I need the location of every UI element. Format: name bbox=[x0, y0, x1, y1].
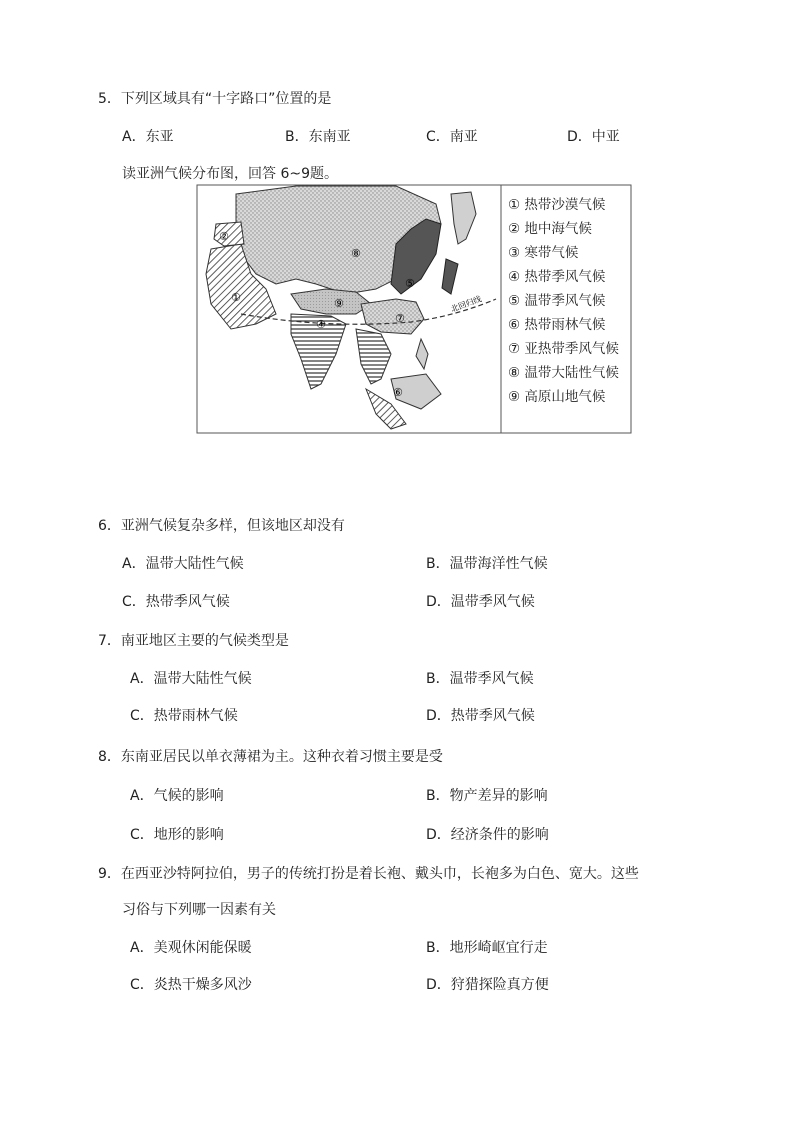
region-mark-6: ⑥ bbox=[393, 386, 403, 399]
question-9-option-c: C．炎热干燥多风沙 bbox=[130, 977, 252, 993]
legend-item-4: ④ 热带季风气候 bbox=[508, 269, 606, 285]
region-mark-9: ⑨ bbox=[334, 297, 344, 310]
question-8-option-a: A．气候的影响 bbox=[130, 788, 224, 804]
legend-item-5: ⑤ 温带季风气候 bbox=[508, 293, 606, 309]
region-mark-2: ② bbox=[219, 230, 229, 243]
question-7-option-c: C．热带雨林气候 bbox=[130, 708, 238, 724]
question-8-option-d: D．经济条件的影响 bbox=[426, 827, 549, 843]
question-5-stem: 5．下列区域具有“十字路口”位置的是 bbox=[98, 91, 332, 107]
map-intro: 读亚洲气候分布图，回答 6~9题。 bbox=[122, 166, 338, 182]
question-5-option-c: C．南亚 bbox=[426, 129, 478, 145]
question-7-option-d: D．热带季风气候 bbox=[426, 708, 535, 724]
question-6-option-d: D．温带季风气候 bbox=[426, 594, 535, 610]
legend-item-3: ③ 寒带气候 bbox=[508, 245, 579, 261]
question-9-option-a: A．美观休闲能保暖 bbox=[130, 940, 252, 956]
question-7-option-a: A．温带大陆性气候 bbox=[130, 671, 252, 687]
legend-item-2: ② 地中海气候 bbox=[508, 221, 592, 237]
question-8-stem: 8．东南亚居民以单衣薄裙为主。这种衣着习惯主要是受 bbox=[98, 749, 443, 765]
legend-item-6: ⑥ 热带雨林气候 bbox=[508, 317, 606, 333]
question-9-option-b: B．地形崎岖宜行走 bbox=[426, 940, 548, 956]
question-5-option-a: A．东亚 bbox=[122, 129, 174, 145]
region-mark-4: ④ bbox=[316, 318, 326, 331]
question-8-option-c: C．地形的影响 bbox=[130, 827, 224, 843]
region-mark-5: ⑤ bbox=[405, 277, 415, 290]
region-mark-8: ⑧ bbox=[351, 247, 361, 260]
legend-item-9: ⑨ 高原山地气候 bbox=[508, 389, 606, 405]
question-8-option-b: B．物产差异的影响 bbox=[426, 788, 548, 804]
question-6-option-b: B．温带海洋性气候 bbox=[426, 556, 548, 572]
question-6-option-a: A．温带大陆性气候 bbox=[122, 556, 244, 572]
legend-item-1: ① 热带沙漠气候 bbox=[508, 197, 606, 213]
question-5-option-b: B．东南亚 bbox=[285, 129, 351, 145]
question-6-option-c: C．热带季风气候 bbox=[122, 594, 230, 610]
region-mark-1: ① bbox=[231, 291, 241, 304]
asia-climate-map bbox=[196, 184, 632, 434]
question-9-stem-continued: 习俗与下列哪一因素有关 bbox=[122, 902, 276, 918]
question-6-stem: 6．亚洲气候复杂多样，但该地区却没有 bbox=[98, 518, 345, 534]
region-mark-7: ⑦ bbox=[395, 312, 405, 325]
legend-item-8: ⑧ 温带大陆性气候 bbox=[508, 365, 619, 381]
question-5-option-d: D．中亚 bbox=[567, 129, 620, 145]
question-7-stem: 7．南亚地区主要的气候类型是 bbox=[98, 633, 289, 649]
tropic-label: 北回归线 bbox=[449, 294, 483, 314]
question-9-option-d: D．狩猎探险真方便 bbox=[426, 977, 549, 993]
question-7-option-b: B．温带季风气候 bbox=[426, 671, 534, 687]
legend-item-7: ⑦ 亚热带季风气候 bbox=[508, 341, 619, 357]
question-9-stem: 9．在西亚沙特阿拉伯，男子的传统打扮是着长袍、戴头巾，长袍多为白色、宽大。这些 bbox=[98, 866, 639, 882]
